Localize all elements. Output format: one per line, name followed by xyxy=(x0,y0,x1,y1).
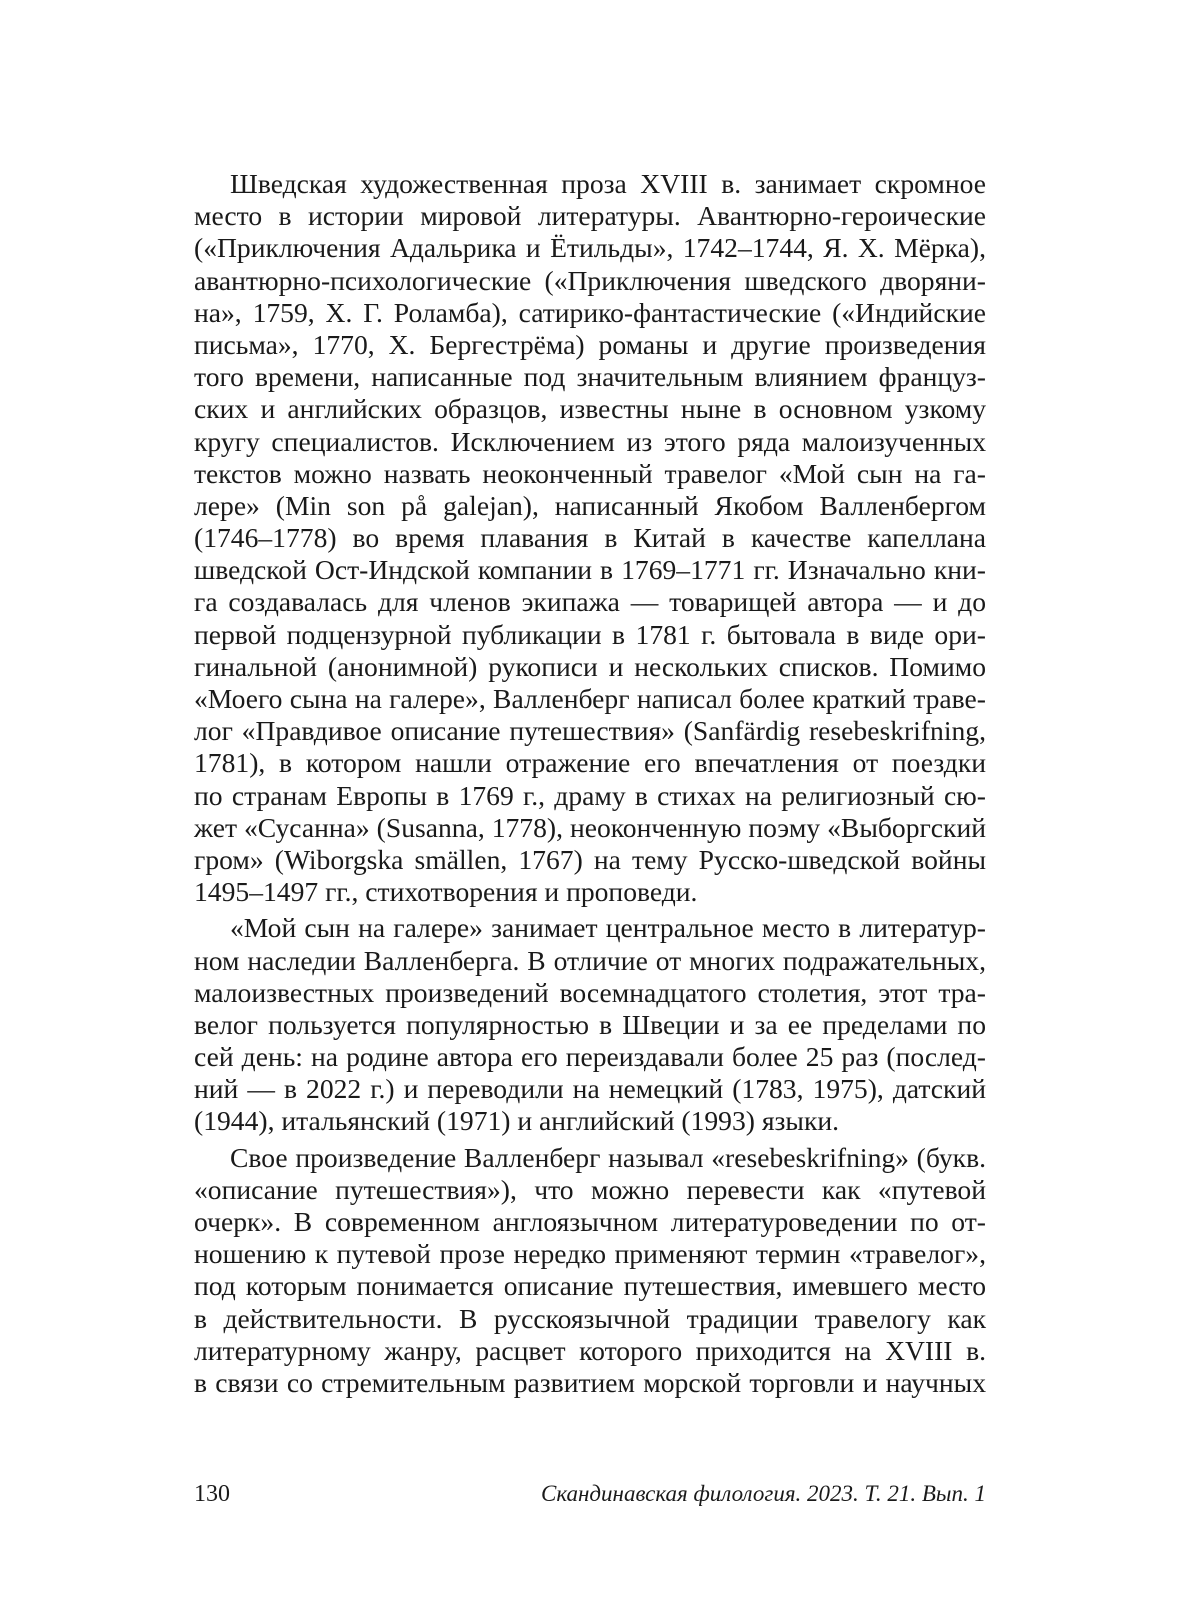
text-line: текстов можно назвать неоконченный травелог «Мой сын на га- xyxy=(194,457,986,489)
text-line: под которым понимается описание путешествия, имевшего место xyxy=(194,1270,986,1302)
text-line: авантюрно-психологические («Приключения шведского дворяни- xyxy=(194,264,986,296)
text-line: по странам Европы в 1769 г., драму в стихах на религиозный сю- xyxy=(194,779,986,811)
text-line: «описание путешествия»), что можно перевести как «путевой xyxy=(194,1173,986,1205)
text-line: 1495–1497 гг., стихотворения и проповеди. xyxy=(194,876,698,908)
text-line: гинальной (анонимной) рукописи и нескольких списков. Помимо xyxy=(194,650,986,682)
text-line: гром» (Wiborgska smällen, 1767) на тему Русско-шведской войны xyxy=(194,843,986,875)
text-line: кругу специалистов. Исключением из этого ряда малоизученных xyxy=(194,425,986,457)
text-line: литературному жанру, расцвет которого приходится на XVIII в. xyxy=(194,1334,986,1366)
text-line: ских и английских образцов, известны ныне в основном узкому xyxy=(194,393,986,425)
text-line: га создавалась для членов экипажа — товарищей автора — и до xyxy=(194,586,986,618)
text-line: (1746–1778) во время плавания в Китай в качестве капеллана xyxy=(194,522,986,554)
paragraph-1 xyxy=(194,168,986,908)
text-line: сей день: на родине автора его переиздавали более 25 раз (послед- xyxy=(194,1041,986,1073)
text-line: (1944), итальянский (1971) и английский (1993) языки. xyxy=(194,1105,840,1137)
text-line: очерк». В современном англоязычном литературоведении по от- xyxy=(194,1206,986,1237)
text-line: ношению к путевой прозе нередко применяют термин «травелог», xyxy=(194,1238,986,1270)
text-line: «Моего сына на галере», Валленберг написал более краткий траве- xyxy=(194,683,986,714)
paragraph-3 xyxy=(194,1142,986,1400)
text-line: велог пользуется популярностью в Швеции и за ее пределами по xyxy=(194,1008,986,1040)
text-line: шведской Ост-Индской компании в 1769–1771 гг. Изначально кни- xyxy=(194,554,986,586)
text-line: («Приключения Адальрика и Ётильды», 1742–1744, Я. Х. Мёрка), xyxy=(194,232,986,264)
text-line: «Мой сын на галере» занимает центральное место в литератур- xyxy=(230,912,986,944)
text-line: того времени, написанные под значительным влиянием француз- xyxy=(194,361,986,393)
text-line: 1781), в котором нашли отражение его впечатления от поездки xyxy=(194,747,986,779)
text-line: ном наследии Валленберга. В отличие от многих подражательных, xyxy=(194,944,986,976)
text-line: в действительности. В русскоязычной традиции травелогу как xyxy=(194,1302,986,1334)
text-line: первой подцензурной публикации в 1781 г. бытовала в виде ори- xyxy=(194,618,986,650)
text-line: место в истории мировой литературы. Авантюрно-героические xyxy=(194,200,986,232)
text-line: в связи со стремительным развитием морской торговли и научных xyxy=(194,1366,986,1398)
text-line: жет «Сусанна» (Susanna, 1778), неоконченную поэму «Выборгский xyxy=(194,811,986,843)
text-line: письма», 1770, Х. Бергестрёма) романы и другие произведения xyxy=(194,328,986,360)
page-footer xyxy=(194,1476,986,1512)
text-line: на», 1759, Х. Г. Роламба), сатирико-фантастические («Индийские xyxy=(194,296,986,328)
text-line: малоизвестных произведений восемнадцатого столетия, этот тра- xyxy=(194,976,986,1008)
text-line: Шведская художественная проза XVIII в. занимает скромное xyxy=(230,168,986,199)
running-title: Скандинавская филология. 2023. Т. 21. Вып. 1 xyxy=(540,1481,986,1506)
text-line: Свое произведение Валленберг называл «resebeskrifning» (букв. xyxy=(230,1141,986,1173)
page-number: 130 xyxy=(194,1481,230,1507)
body-text xyxy=(194,168,986,1399)
text-line: ний — в 2022 г.) и переводили на немецкий (1783, 1975), датский xyxy=(194,1073,986,1105)
text-line: лог «Правдивое описание путешествия» (Sanfärdig resebeskrifning, xyxy=(194,715,986,747)
paragraph-2 xyxy=(194,912,986,1137)
text-line: лере» (Min son på galejan), написанный Якобом Валленбергом xyxy=(194,489,986,521)
